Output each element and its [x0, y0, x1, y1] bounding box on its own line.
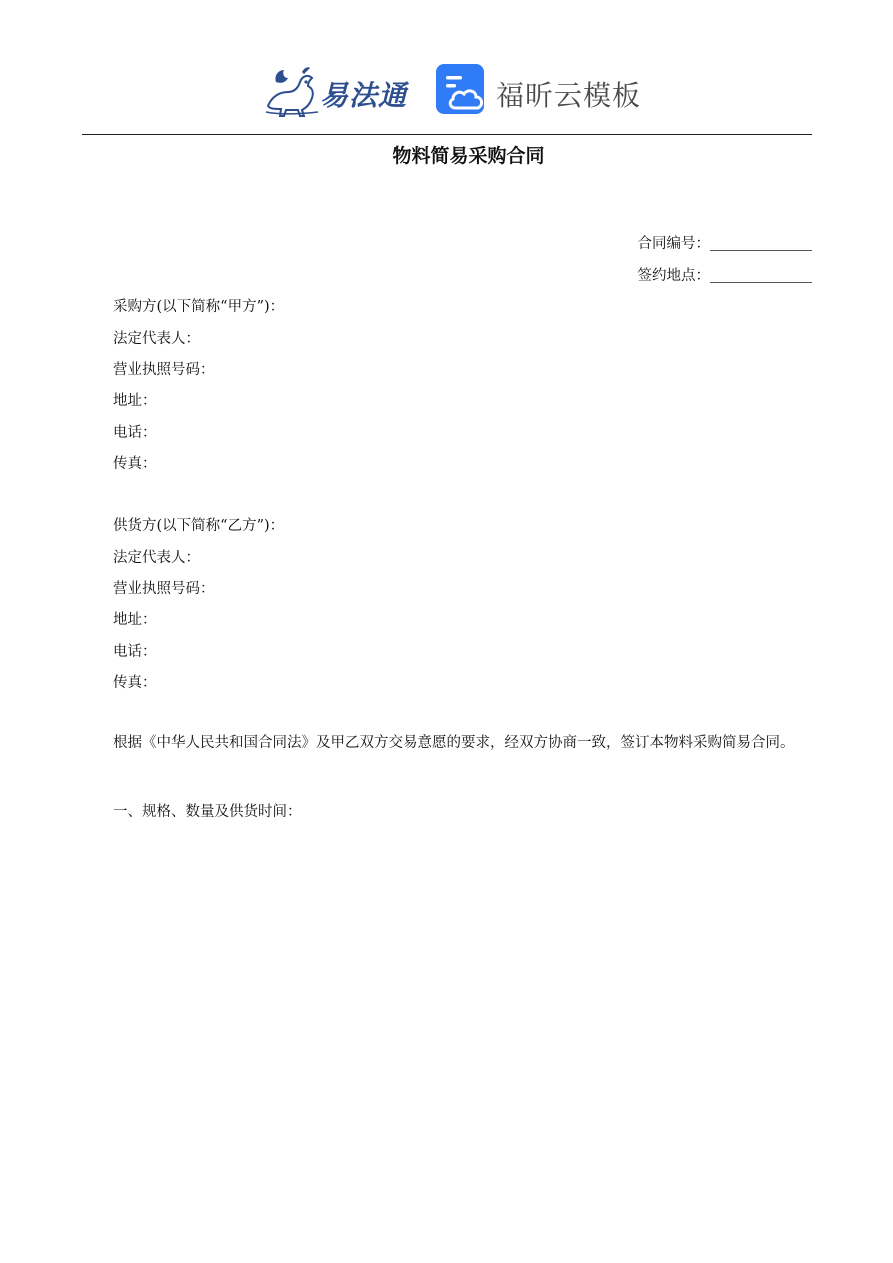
party-a-phone: 电话：	[113, 425, 157, 441]
contract-number-blank[interactable]	[710, 236, 812, 251]
signing-place-label: 签约地点：	[637, 268, 710, 284]
party-b-rep: 法定代表人：	[113, 550, 200, 566]
yifatong-wordmark: 易法通	[320, 79, 408, 112]
cloud-document-icon	[436, 64, 488, 118]
signing-place-line	[638, 264, 813, 285]
party-b-heading: 供货方(以下简称“乙方”)：	[113, 518, 285, 534]
fuxin-wordmark: 福昕云模板	[496, 79, 642, 112]
signing-place-blank[interactable]	[710, 268, 812, 283]
party-a-address: 地址：	[113, 393, 157, 409]
party-b-fax: 传真：	[113, 675, 157, 691]
party-a-rep: 法定代表人：	[113, 331, 200, 347]
fuxin-logo	[436, 64, 642, 120]
party-b-phone: 电话：	[113, 644, 157, 660]
document-title: 物料简易采购合同	[392, 145, 545, 167]
party-a-license: 营业执照号码：	[113, 362, 215, 378]
yifatong-logo	[262, 62, 422, 118]
contract-number-label: 合同编号：	[637, 236, 710, 252]
header-divider	[82, 134, 812, 135]
party-a-fax: 传真：	[113, 456, 157, 472]
section-1-heading: 一、规格、数量及供货时间：	[113, 804, 302, 820]
party-a-heading: 采购方(以下简称“甲方”)：	[113, 299, 285, 315]
page-header	[0, 58, 893, 124]
qilin-emblem-icon	[262, 62, 322, 118]
contract-number-line	[638, 232, 813, 253]
party-b-address: 地址：	[113, 612, 157, 628]
intro-paragraph: 根据《中华人民共和国合同法》及甲乙双方交易意愿的要求，经双方协商一致，签订本物料采购简易合同。	[113, 735, 795, 751]
party-b-license: 营业执照号码：	[113, 581, 215, 597]
